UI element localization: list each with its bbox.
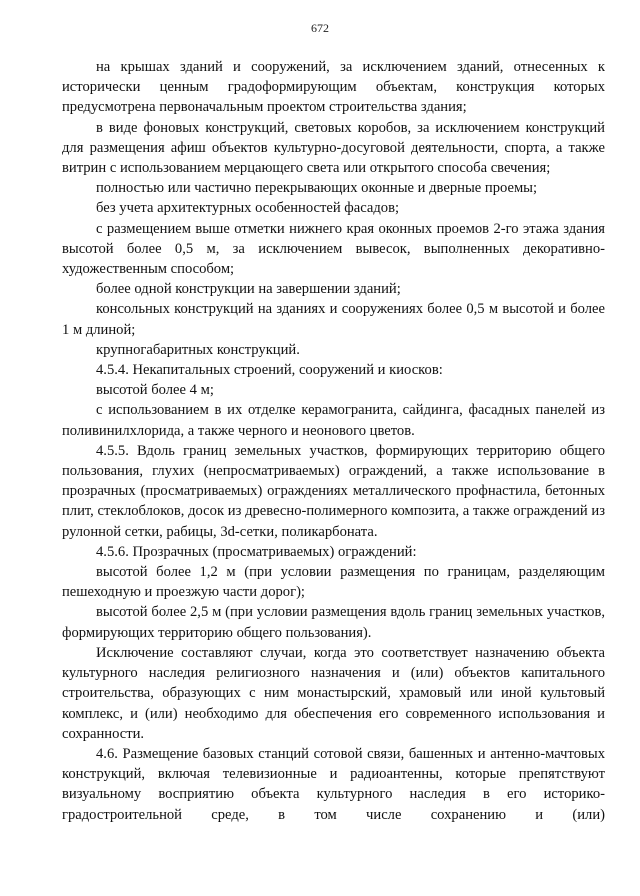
paragraph-section-4-6: 4.6. Размещение базовых станций сотовой связи, башенных и антенно-мачтовых конструкций, включая телевизионные и радиоантенны, которые препятствуют визуальному восприятию объекта культурного наследия в его историко-градостроительной среде, в том числе сохранению и (или) — [62, 745, 605, 823]
page-number: 672 — [311, 21, 329, 35]
paragraph-facade-features: без учета архитектурных особенностей фасадов; — [96, 200, 400, 217]
paragraph-above-second-floor: с размещением выше отметки нижнего края оконных проемов 2-го этажа здания высотой более 0,5 м, за исключением вывесок, выполненных декоративно-художественным способом; — [62, 220, 605, 278]
paragraph-exception: Исключение составляют случаи, когда это соответствует назначению объекта культурного наследия религиозного назначения и (или) объектов капитального строительства, образующих с ним монастырский, храмовый или иной культовый комплекс, и (или) необходимо для обеспечения его современного использования и сохранности. — [62, 644, 605, 742]
paragraph-roof-structures: на крышах зданий и сооружений, за исключением зданий, отнесенных к исторически ценным градоформирующим объектам, конструкция которых предусмотрена первоначальным проектом строительства здания; — [62, 59, 605, 116]
paragraph-section-4-5-6: 4.5.6. Прозрачных (просматриваемых) ограждений: — [96, 543, 417, 560]
paragraph-more-than-one-structure: более одной конструкции на завершении зданий; — [96, 281, 401, 298]
paragraph-height-over-1-2m: высотой более 1,2 м (при условии размещения по границам, разделяющим пешеходную и проезжую части дорог); — [62, 564, 605, 601]
document-body — [62, 57, 605, 825]
paragraph-large-structures: крупногабаритных конструкций. — [96, 341, 300, 358]
paragraph-console-structures: консольных конструкций на зданиях и сооружениях более 0,5 м высотой и более 1 м длиной; — [62, 301, 605, 338]
paragraph-height-over-4m: высотой более 4 м; — [96, 382, 214, 399]
paragraph-background-structures: в виде фоновых конструкций, световых коробов, за исключением конструкций для размещения афиш объектов культурно-досуговой деятельности, спорта, а также витрин с использованием мерцающего света или открытого способа свечения; — [62, 119, 605, 177]
paragraph-finishing-materials: с использованием в их отделке керамогранита, сайдинга, фасадных панелей из поливинилхлорида, а также черного и неонового цветов. — [62, 402, 605, 439]
paragraph-height-over-2-5m: высотой более 2,5 м (при условии размещения вдоль границ земельных участков, формирующих территорию общего пользования). — [62, 604, 605, 641]
paragraph-section-4-5-4: 4.5.4. Некапитальных строений, сооружений и киосков: — [96, 362, 443, 379]
paragraph-section-4-5-5: 4.5.5. Вдоль границ земельных участков, формирующих территорию общего пользования, глухих (непросматриваемых) ограждений, а также использование в прозрачных (просматриваемых) ограждениях металлического профнастила, бетонных плит, стеклоблоков, досок из древесно-полимерного композита, а также ограждений из рулонной сетки, рабицы, 3d-сетки, поликарбоната. — [62, 442, 605, 540]
paragraph-window-door-openings: полностью или частично перекрывающих оконные и дверные проемы; — [96, 180, 538, 197]
